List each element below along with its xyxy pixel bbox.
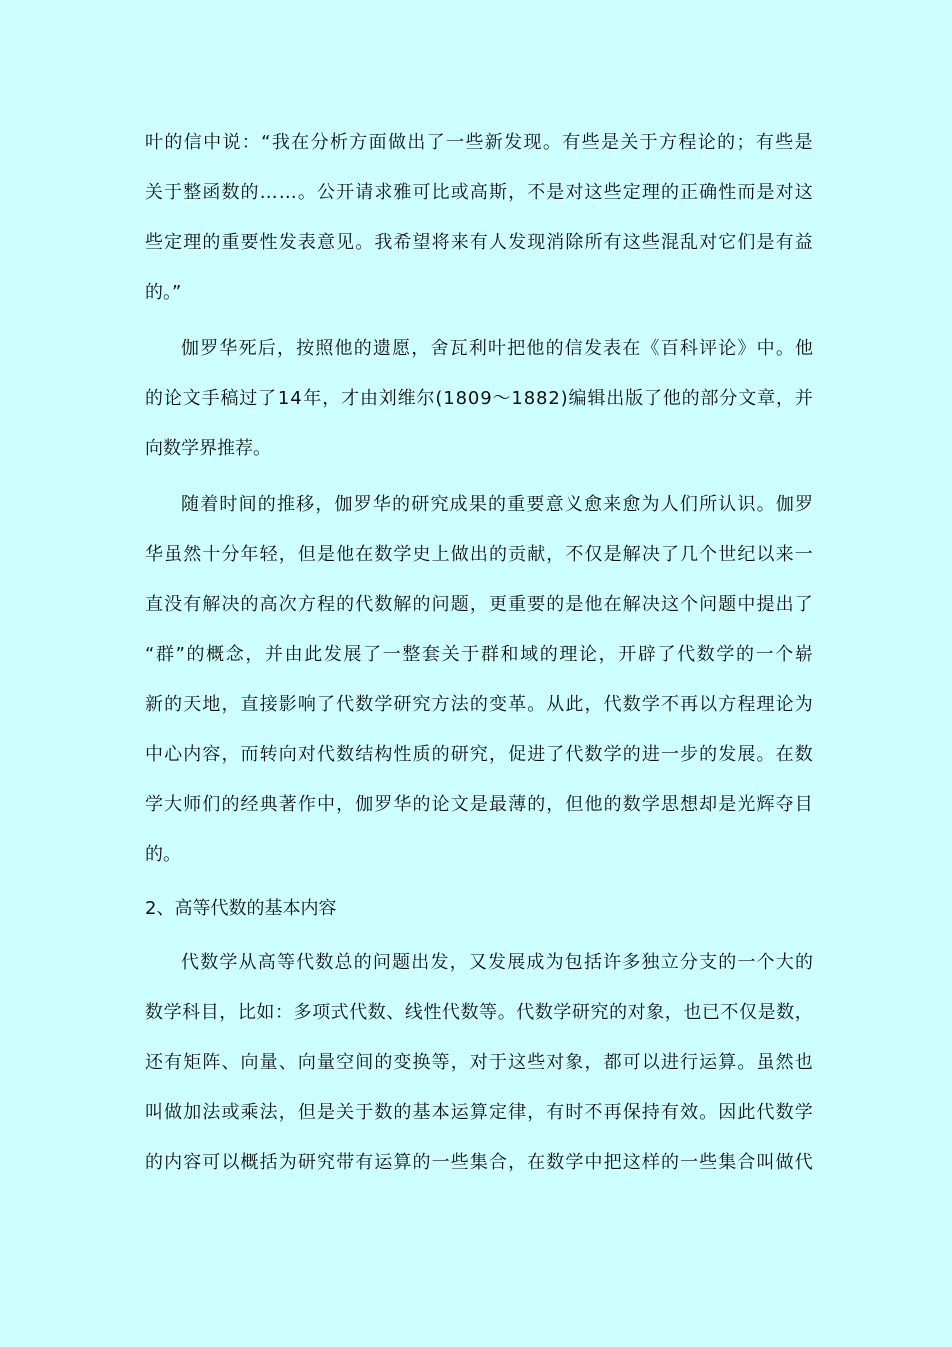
- document-page: [145, 118, 813, 1188]
- text-line: 叶 的 信 中 说 ： “ 我 在 分 析 方 面 做 出 了 一 些 新 发 现 。 有 些 是 关 于 方 程 论 的 ； 有 些 是: [145, 132, 813, 153]
- text-line: 的 内 容 可 以 概 括 为 研 究 带 有 运 算 的 一 些 集 合 ， 在 数 学 中 把 这 样 的 一 些 集 合 叫 做 代: [145, 1152, 813, 1173]
- text-line: 叫 做 加 法 或 乘 法 ， 但 是 关 于 数 的 基 本 运 算 定 律 ， 有 时 不 再 保 持 有 效 。 因 此 代 数 学: [145, 1102, 813, 1123]
- text-line: 新 的 天 地 ， 直 接 影 响 了 代 数 学 研 究 方 法 的 变 革 。 从 此 ， 代 数 学 不 再 以 方 程 理 论 为: [145, 694, 813, 715]
- paragraph: [145, 324, 813, 474]
- section-heading: 2、高等代数的基本内容: [145, 898, 337, 919]
- text-line: 的 论 文 手 稿 过 了 1 4 年 ， 才 由 刘 维 尔 ( 1 8 0 9 ～ 1 8 8 2 ) 编 辑 出 版 了 他 的 部 分 文 章 ， 并: [145, 388, 813, 409]
- text-line: 华 虽 然 十 分 年 轻 ， 但 是 他 在 数 学 史 上 做 出 的 贡 献 ， 不 仅 是 解 决 了 几 个 世 纪 以 来 一: [145, 544, 813, 565]
- text-line: 随 着 时 间 的 推 移 ， 伽 罗 华 的 研 究 成 果 的 重 要 意 义 愈 来 愈 为 人 们 所 认 识 。 伽 罗: [181, 494, 813, 515]
- paragraph: [145, 938, 813, 1188]
- text-line: 直 没 有 解 决 的 高 次 方 程 的 代 数 解 的 问 题 ， 更 重 要 的 是 他 在 解 决 这 个 问 题 中 提 出 了: [145, 594, 813, 615]
- text-line: 伽 罗 华 死 后 ， 按 照 他 的 遗 愿 ， 舍 瓦 利 叶 把 他 的 信 发 表 在 《 百 科 评 论 》 中 。 他: [181, 338, 813, 359]
- text-line: 些 定 理 的 重 要 性 发 表 意 见 。 我 希 望 将 来 有 人 发 现 消 除 所 有 这 些 混 乱 对 它 们 是 有 益: [145, 232, 813, 253]
- text-line: 学 大 师 们 的 经 典 著 作 中 ， 伽 罗 华 的 论 文 是 最 薄 的 ， 但 他 的 数 学 思 想 却 是 光 辉 夺 目: [145, 794, 813, 815]
- text-line: 关 于 整 函 数 的 … … 。 公 开 请 求 雅 可 比 或 高 斯 ， 不 是 对 这 些 定 理 的 正 确 性 而 是 对 这: [145, 182, 813, 203]
- text-line: 的。”: [145, 282, 182, 303]
- paragraph: [145, 480, 813, 880]
- paragraph: [145, 118, 813, 318]
- text-line: 代 数 学 从 高 等 代 数 总 的 问 题 出 发 ， 又 发 展 成 为 包 括 许 多 独 立 分 支 的 一 个 大 的: [181, 952, 813, 973]
- text-line: 向数学界推荐。: [145, 438, 271, 459]
- text-line: 还 有 矩 阵 、 向 量 、 向 量 空 间 的 变 换 等 ， 对 于 这 些 对 象 ， 都 可 以 进 行 运 算 。 虽 然 也: [145, 1052, 813, 1073]
- text-line: “ 群 ” 的 概 念 ， 并 由 此 发 展 了 一 整 套 关 于 群 和 域 的 理 论 ， 开 辟 了 代 数 学 的 一 个 崭: [145, 644, 813, 665]
- text-line: 中 心 内 容 ， 而 转 向 对 代 数 结 构 性 质 的 研 究 ， 促 进 了 代 数 学 的 进 一 步 的 发 展 。 在 数: [145, 744, 813, 765]
- text-line: 的。: [145, 844, 181, 865]
- text-line: 数 学 科 目 ， 比 如 ： 多 项 式 代 数 、 线 性 代 数 等 。 代 数 学 研 究 的 对 象 ， 也 已 不 仅 是 数 ，: [145, 1002, 813, 1023]
